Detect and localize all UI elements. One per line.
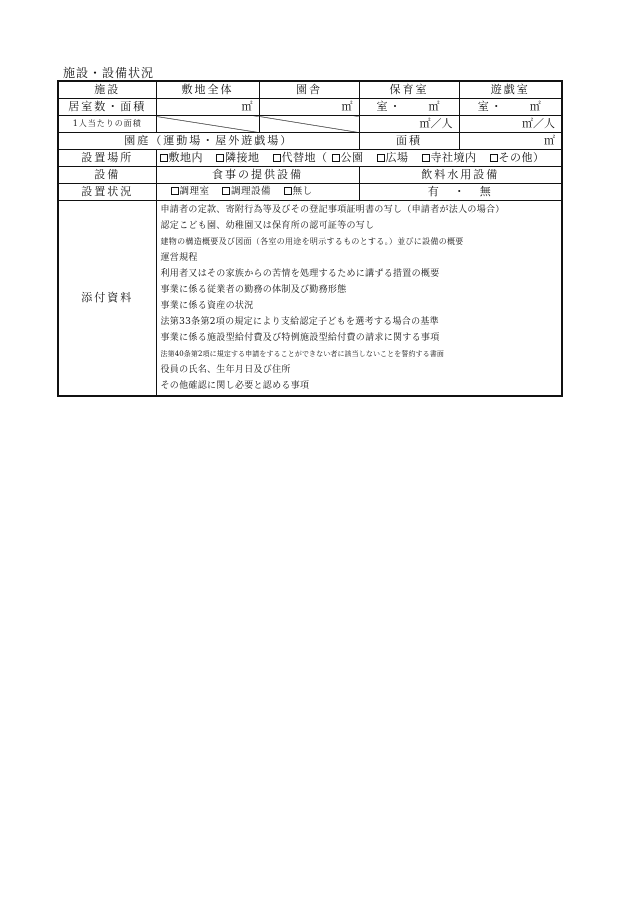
list-item: 法第40条第2項に規定する申請をすることができない者に該当しないことを誓約する書面 <box>160 350 444 358</box>
list-item: その他確認に関し必要と認める事項 <box>160 381 310 391</box>
option-none[interactable]: 無し <box>284 186 313 197</box>
list-item: 事業に係る施設型給付費及び特例施設型給付費の請求に関する事項 <box>160 333 440 343</box>
checkbox-icon <box>284 187 292 195</box>
location-option-plaza[interactable]: 広場 <box>377 151 409 164</box>
location-option-adjacent[interactable]: 隣接地 <box>216 151 260 164</box>
nursery-room-header: 保育室 <box>359 81 459 99</box>
location-option-park[interactable]: 公園 <box>332 151 364 164</box>
list-item: 申請者の定款、寄附行為等及びその登記事項証明書の写し（申請者が法人の場合） <box>160 205 505 215</box>
location-label: 設置場所 <box>58 150 156 167</box>
per-person-row <box>58 116 562 133</box>
building-header: 園舎 <box>259 81 359 99</box>
water-yes-no[interactable]: 有 ・ 無 <box>359 184 562 201</box>
location-option-other[interactable]: その他） <box>490 151 545 164</box>
meal-equipment-options <box>156 184 359 201</box>
list-item: 建物の構造概要及び図面（各室の用途を明示するものとする。）並びに設備の概要 <box>160 237 464 246</box>
yard-area-label: 面積 <box>359 133 459 150</box>
attachments-label: 添付資料 <box>58 201 156 397</box>
option-cooking-equipment[interactable]: 調理設備 <box>222 186 271 197</box>
list-item: 役員の氏名、生年月日及び住所 <box>160 365 291 375</box>
attachments-list <box>156 201 562 397</box>
attachments-row <box>58 201 562 397</box>
nursery-room-area-field[interactable]: 室・ ㎡ <box>359 99 459 116</box>
install-status-label: 設置状況 <box>58 184 156 201</box>
facility-header: 施設 <box>58 81 156 99</box>
nursery-per-person-field[interactable]: ㎡／人 <box>359 116 459 133</box>
checkbox-icon <box>222 187 230 195</box>
site-total-header: 敷地全体 <box>156 81 259 99</box>
play-per-person-field[interactable]: ㎡／人 <box>459 116 562 133</box>
checkbox-icon <box>273 154 281 162</box>
yard-label: 園庭（運動場・屋外遊戯場） <box>58 133 359 150</box>
option-kitchen[interactable]: 調理室 <box>171 186 210 197</box>
checkbox-icon <box>332 154 340 162</box>
install-status-row <box>58 184 562 201</box>
equipment-row <box>58 167 562 184</box>
list-item: 利用者又はその家族からの苦情を処理するために講ずる措置の概要 <box>160 269 440 279</box>
equipment-label: 設備 <box>58 167 156 184</box>
list-item: 事業に係る資産の状況 <box>160 301 254 311</box>
checkbox-icon <box>171 187 179 195</box>
yard-area-field[interactable]: ㎡ <box>459 133 562 150</box>
checkbox-icon <box>490 154 498 162</box>
checkbox-icon <box>422 154 430 162</box>
location-option-alternative[interactable]: 代替地（ <box>273 151 328 164</box>
rooms-area-label: 居室数・面積 <box>58 99 156 116</box>
location-option-shrine-grounds[interactable]: 寺社境内 <box>422 151 477 164</box>
play-room-header: 遊戯室 <box>459 81 562 99</box>
list-item: 事業に係る従業者の勤務の体制及び勤務形態 <box>160 285 347 295</box>
per-person-label: 1人当たりの面積 <box>58 116 156 133</box>
checkbox-icon <box>377 154 385 162</box>
location-row <box>58 150 562 167</box>
rooms-area-row <box>58 99 562 116</box>
site-per-person-crossed <box>156 116 259 133</box>
building-area-field[interactable]: ㎡ <box>259 99 359 116</box>
meal-equipment-header: 食事の提供設備 <box>156 167 359 184</box>
list-item: 運営規程 <box>160 253 198 263</box>
yard-row <box>58 133 562 150</box>
list-item: 認定こども園、幼稚園又は保育所の認可証等の写し <box>160 221 375 231</box>
building-per-person-crossed <box>259 116 359 133</box>
water-equipment-header: 飲料水用設備 <box>359 167 562 184</box>
play-room-area-field[interactable]: 室・ ㎡ <box>459 99 562 116</box>
location-option-on-site[interactable]: 敷地内 <box>160 151 204 164</box>
checkbox-icon <box>160 154 168 162</box>
page-title: 施設・設備状況 <box>63 66 155 80</box>
checkbox-icon <box>216 154 224 162</box>
location-options <box>156 150 562 167</box>
facility-form-table <box>57 80 563 397</box>
header-row <box>58 81 562 99</box>
list-item: 法第33条第2項の規定により支給認定子どもを選考する場合の基準 <box>160 317 439 327</box>
site-area-field[interactable]: ㎡ <box>156 99 259 116</box>
